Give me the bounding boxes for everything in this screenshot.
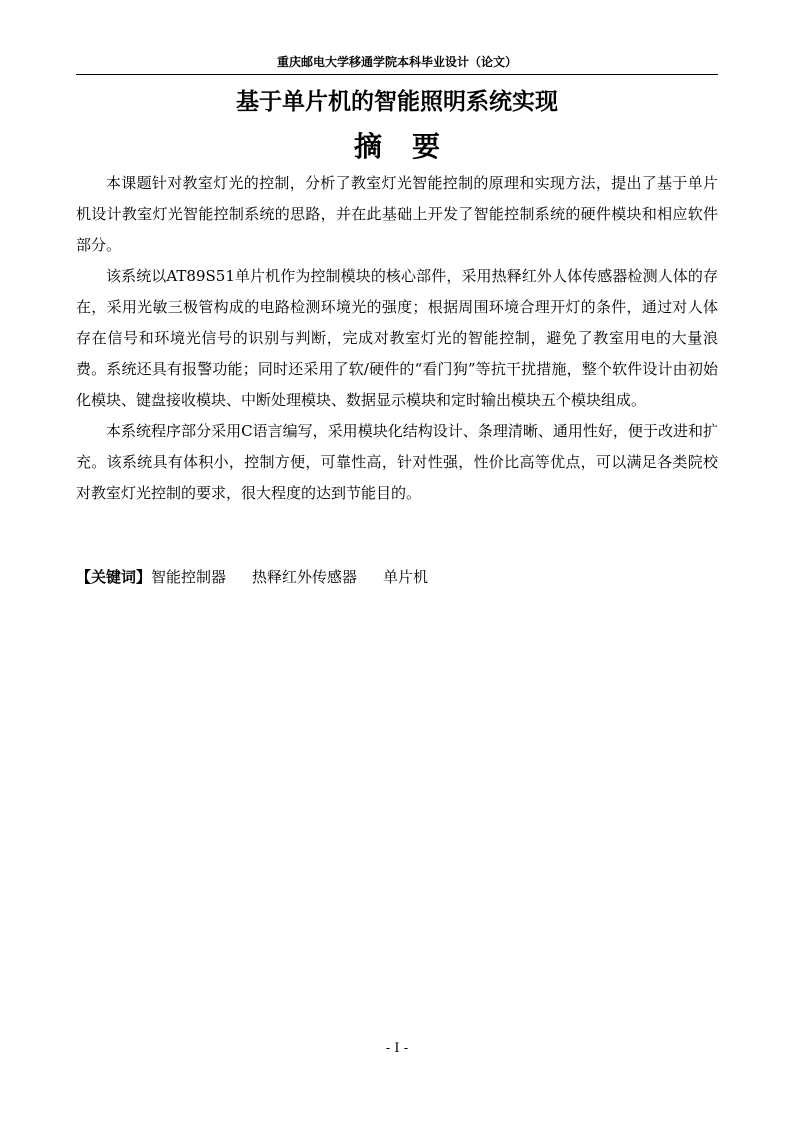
abstract-paragraph-2: 该系统以AT89S51单片机作为控制模块的核心部件，采用热释红外人体传感器检测人体的存在，采用光敏三极管构成的电路检测环境光的强度；根据周围环境合理开灯的条件，通过对人体存在信号和环境光信号的识别与判断，完成对教室灯光的智能控制，避免了教室用电的大量浪费。系统还具有报警功能；同时还采用了软/硬件的“看门狗”等抗干扰措施，整个软件设计由初始化模块、键盘接收模块、中断处理模块、数据显示模块和定时输出模块五个模块组成。 [76,267,718,409]
keywords-line [76,564,718,590]
abstract-paragraph-3: 本系统程序部分采用C语言编写，采用模块化结构设计、条理清晰、通用性好，便于改进和扩充。该系统具有体积小，控制方便，可靠性高，针对性强，性价比高等优点，可以满足各类院校对教室灯光控制的要求，很大程度的达到节能目的。 [76,422,718,502]
page-footer [76,1040,718,1058]
abstract-body [76,168,718,509]
page-number: - I - [385,1041,409,1056]
page-header [76,52,718,75]
keyword-item: 单片机 [383,568,429,586]
keyword-item: 热释红外传感器 [252,568,358,586]
keyword-item: 智能控制器 [151,568,227,586]
header-text: 重庆邮电大学移通学院本科毕业设计（论文） [276,55,517,69]
document-title: 基于单片机的智能照明系统实现 [236,89,558,115]
keywords-label: 【关键词】 [76,568,152,586]
abstract-heading: 摘要 [353,130,470,163]
abstract-paragraph-1: 本课题针对教室灯光的控制，分析了教室灯光智能控制的原理和实现方法，提出了基于单片机设计教室灯光智能控制系统的思路，并在此基础上开发了智能控制系统的硬件模块和相应软件部分。 [76,174,718,254]
